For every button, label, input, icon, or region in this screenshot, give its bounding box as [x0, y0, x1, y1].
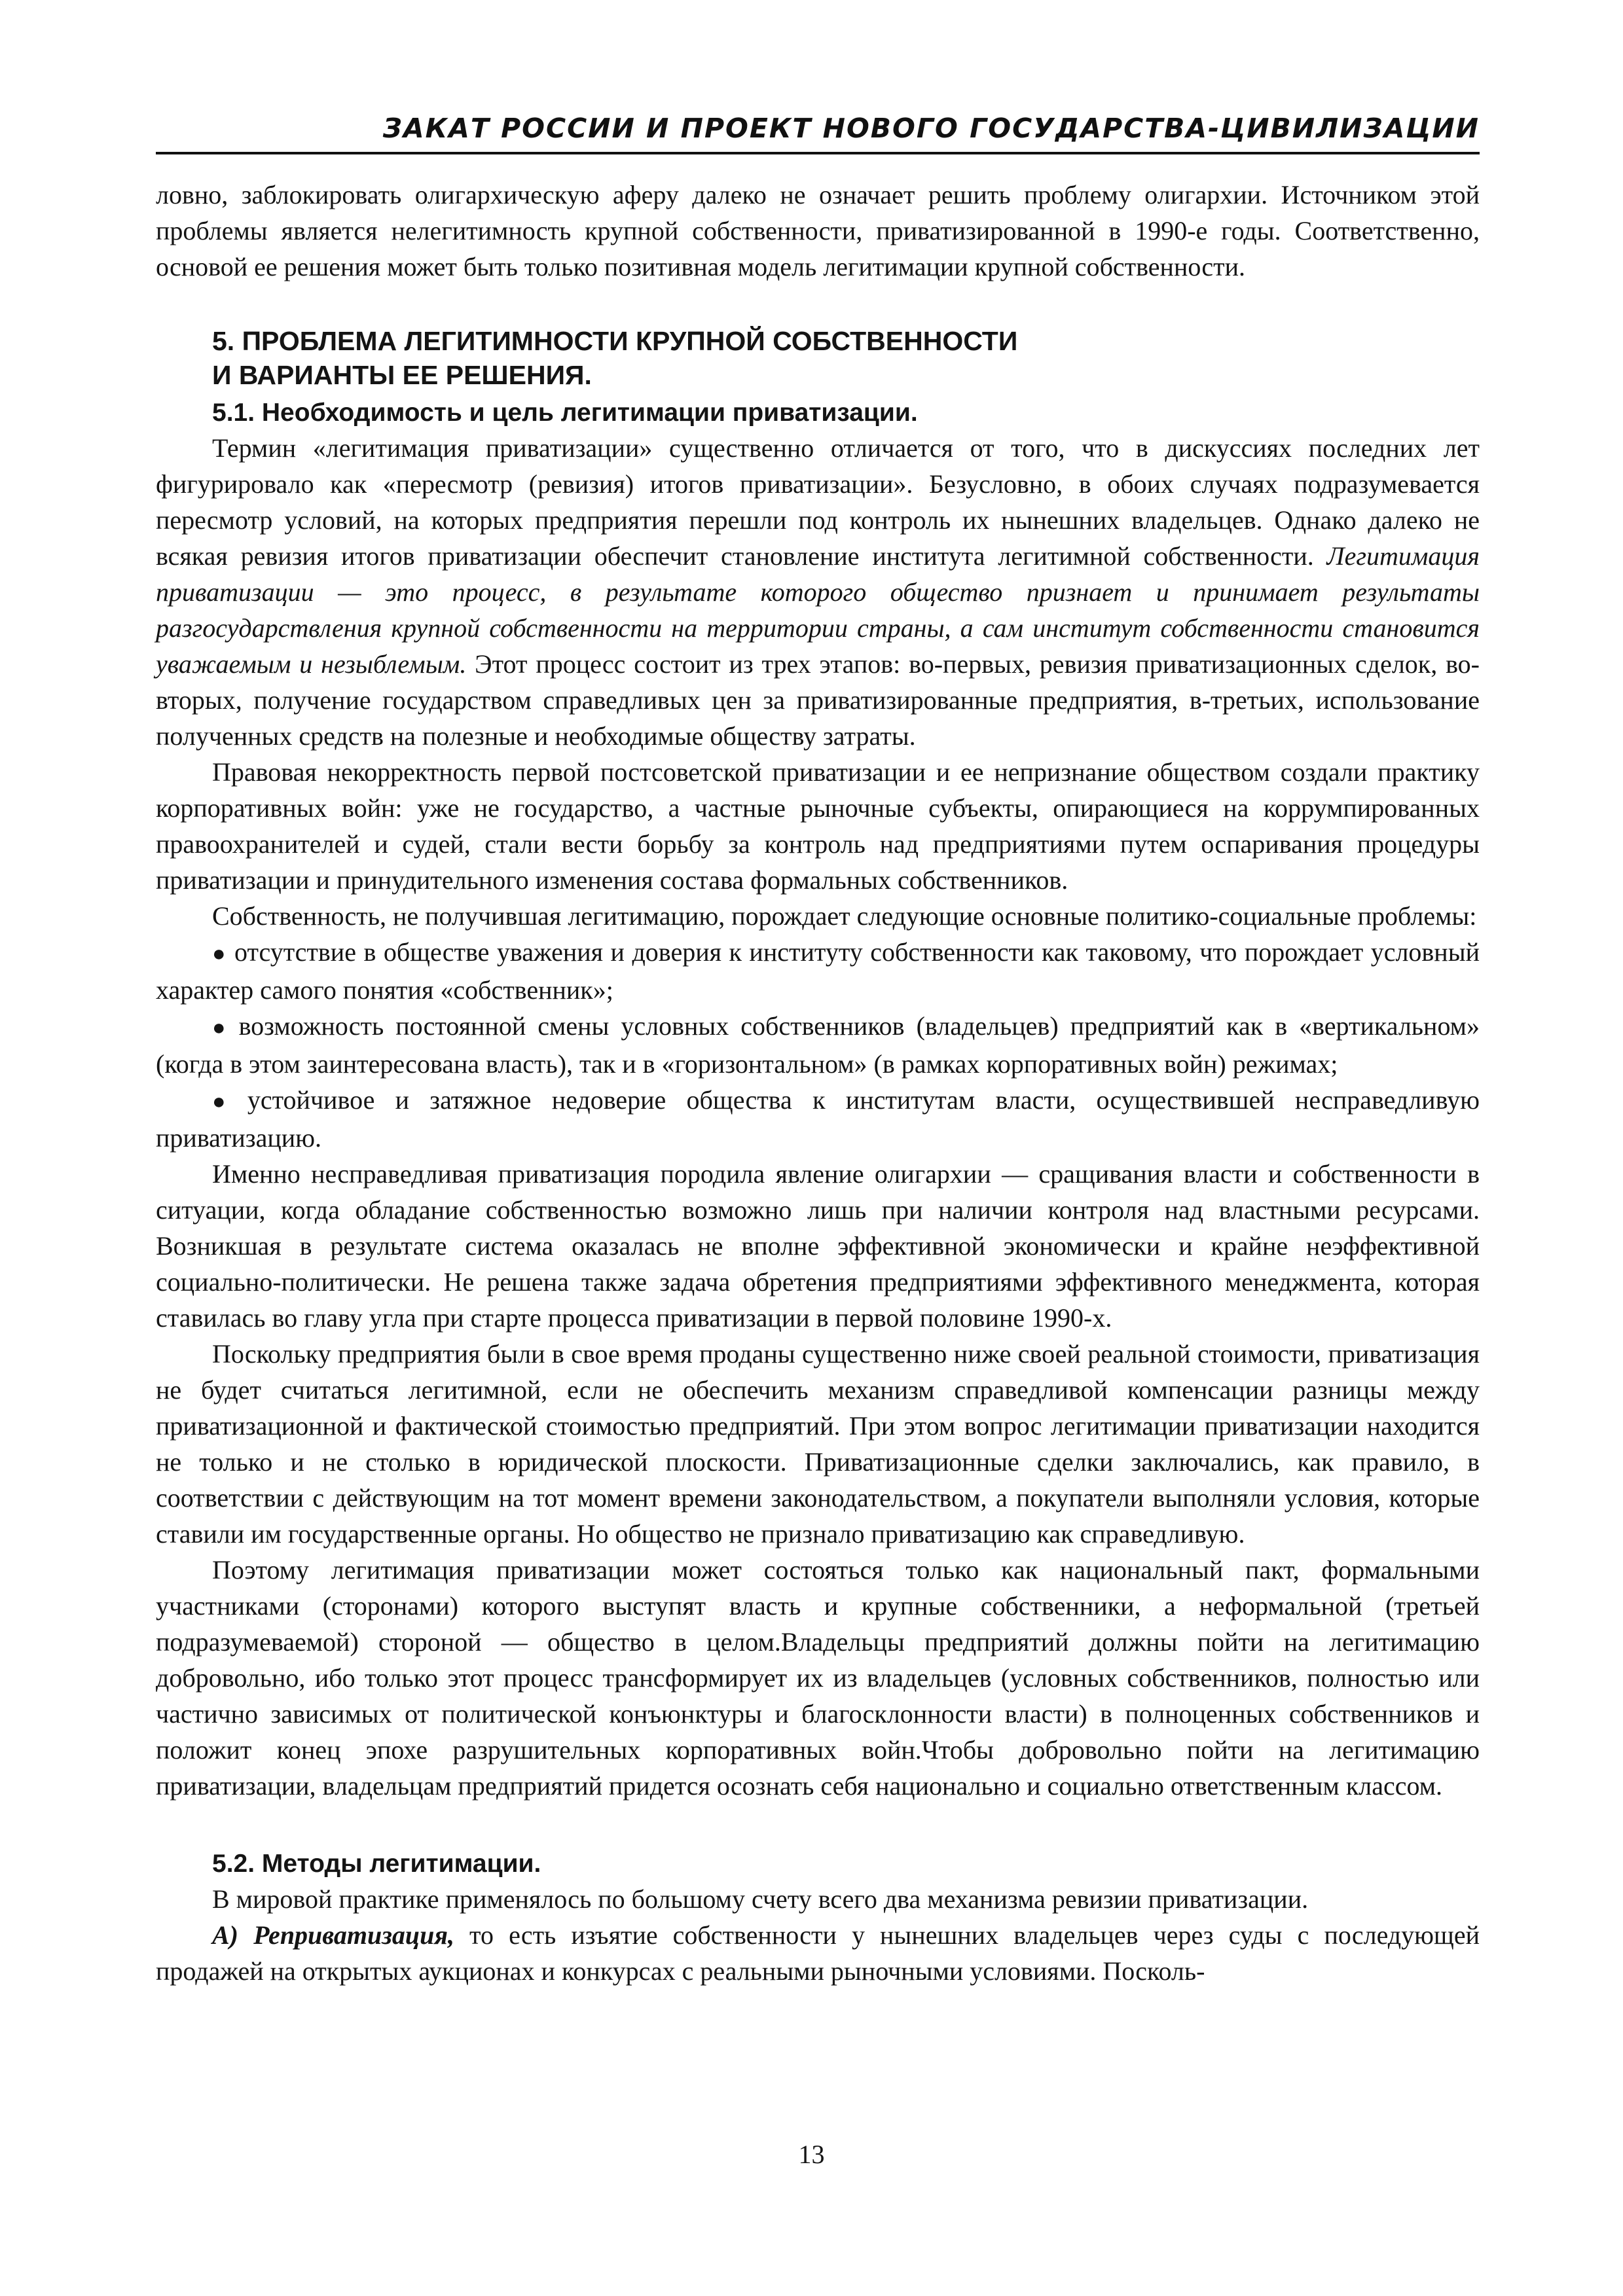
- bullet-item: [156, 934, 1480, 1008]
- reprivatization-term: А) Реприватизация,: [212, 1920, 454, 1950]
- bullet-item: [156, 1008, 1480, 1082]
- intro-paragraph: ловно, заблокировать олигархическую аферу далеко не означает решить проблему олигархии. Источником этой проблемы является нелегитимность крупной собственности, приватизированной в 1990-е годы. Соответственно, основой ее решения может быть только позитивная модель легитимации крупной собственности.: [156, 180, 1480, 281]
- header-rule: [156, 152, 1480, 154]
- paragraph-corporate-wars: Правовая некорректность первой постсоветской приватизации и ее непризнание обществом создали практику корпоративных войн: уже не государство, а частные рыночные субъекты, опирающиеся на коррумпированных правоохранителей и судей, стали вести борьбу за контроль над предприятиями путем оспаривания процедуры приватизации и принудительного изменения состава формальных собственников.: [156, 757, 1480, 895]
- bullet-text: отсутствие в обществе уважения и доверия к институту собственности как таковому, что порождает условный характер самого понятия «собственник»;: [156, 937, 1480, 1005]
- bullet-icon: ●: [212, 1016, 231, 1040]
- subsection-5-1-heading: 5.1. Необходимость и цель легитимации приватизации.: [212, 399, 918, 427]
- section-5-heading-line-1: 5. ПРОБЛЕМА ЛЕГИТИМНОСТИ КРУПНОЙ СОБСТВЕННОСТИ: [212, 326, 1018, 356]
- paragraph-national-pact: Поэтому легитимация приватизации может состояться только как национальный пакт, формальными участниками (сторонами) которого выступят власть и крупные собственники, а неформальной (третьей подразумеваемой) стороной — общество в целом.Владельцы предприятий должны пойти на легитимацию добровольно, ибо только этот процесс трансформирует их из владельцев (условных собственников, полностью или частично зависимых от политической конъюнктуры и благосклонности власти) в полноценных собственников и положит конец эпохе разрушительных корпоративных войн.Чтобы добровольно пойти на легитимацию приватизации, владельцам предприятий придется осознать себя национально и социально ответственным классом.: [156, 1555, 1480, 1801]
- paragraph-oligarchy: Именно несправедливая приватизация породила явление олигархии — сращивания власти и собственности в ситуации, когда обладание собственностью возможно лишь при наличии контроля над властными ресурсами. Возникшая в результате система оказалась не вполне эффективной экономически и крайне неэффективной социально-политически. Не решена также задача обретения предприятиями эффективного менеджмента, которая ставилась во главу угла при старте процесса приватизации в первой половине 1990-х.: [156, 1159, 1480, 1333]
- paragraph-problems-intro: Собственность, не получившая легитимацию, порождает следующие основные политико-социальные проблемы:: [212, 901, 1477, 931]
- reprivatization-text: то есть изъятие собственности у нынешних владельцев через суды с последующей продажей на открытых аукционах и конкурсах с реальными рыночными условиями. Посколь-: [156, 1920, 1480, 1986]
- paragraph-legitimation-definition: [156, 430, 1480, 754]
- page-number: 13: [798, 2140, 825, 2169]
- definition-lead-text: Термин «легитимация приватизации» существенно отличается от того, что в дискуссиях последних лет фигурировало как «пересмотр (ревизия) итогов приватизации». Безусловно, в обоих случаях подразумевается пересмотр условий, на которых предприятия перешли под контроль их нынешних владельцев. Однако далеко не всякая ревизия итогов приватизации обеспечит становление института легитимной собственности.: [156, 433, 1480, 571]
- paragraph-compensation: Поскольку предприятия были в свое время проданы существенно ниже своей реальной стоимости, приватизация не будет считаться легитимной, если не обеспечить механизм справедливой компенсации разницы между приватизационной и фактической стоимостью предприятий. При этом вопрос легитимации приватизации находится не только и не столько в юридической плоскости. Приватизационные сделки заключались, как правило, в соответствии с действующим на тот момент времени законодательством, а покупатели выполняли условия, которые ставили им государственные органы. Но общество не признало приватизацию как справедливую.: [156, 1339, 1480, 1549]
- subsection-5-2-heading: 5.2. Методы легитимации.: [212, 1850, 541, 1878]
- section-5-heading: [212, 324, 1480, 392]
- paragraph-reprivatization: [156, 1917, 1480, 1989]
- definition-trailing-text: Этот процесс состоит из трех этапов: во-первых, ревизия приватизационных сделок, во-вторых, получение государством справедливых цен за приватизированные предприятия, в-третьих, использование полученных средств на полезные и необходимые обществу затраты.: [156, 649, 1480, 751]
- definition-italic-text: Легитимация приватизации — это процесс, в результате которого общество признает и принимает результаты разгосударствления крупной собственности на территории страны, а сам институт собственности становится уважаемым и незыблемым.: [156, 541, 1480, 679]
- bullet-text: возможность постоянной смены условных собственников (владельцев) предприятий как в «вертикальном» (когда в этом заинтересована власть), так и в «горизонтальном» (в рамках корпоративных войн) режимах;: [156, 1011, 1480, 1079]
- bullet-icon: ●: [212, 942, 227, 966]
- page-body: [156, 177, 1480, 1989]
- paragraph-world-practice: В мировой практике применялось по большому счету всего два механизма ревизии приватизации.: [212, 1884, 1309, 1914]
- section-5-heading-line-2: И ВАРИАНТЫ ЕЕ РЕШЕНИЯ.: [212, 360, 592, 390]
- bullet-icon: ●: [212, 1090, 240, 1114]
- bullet-text: устойчивое и затяжное недоверие общества к институтам власти, осуществившей несправедливую приватизацию.: [156, 1085, 1480, 1153]
- running-header-title: ЗАКАТ РОССИИ И ПРОЕКТ НОВОГО ГОСУДАРСТВА-ЦИВИЛИЗАЦИИ: [382, 113, 1480, 144]
- bullet-item: [156, 1082, 1480, 1156]
